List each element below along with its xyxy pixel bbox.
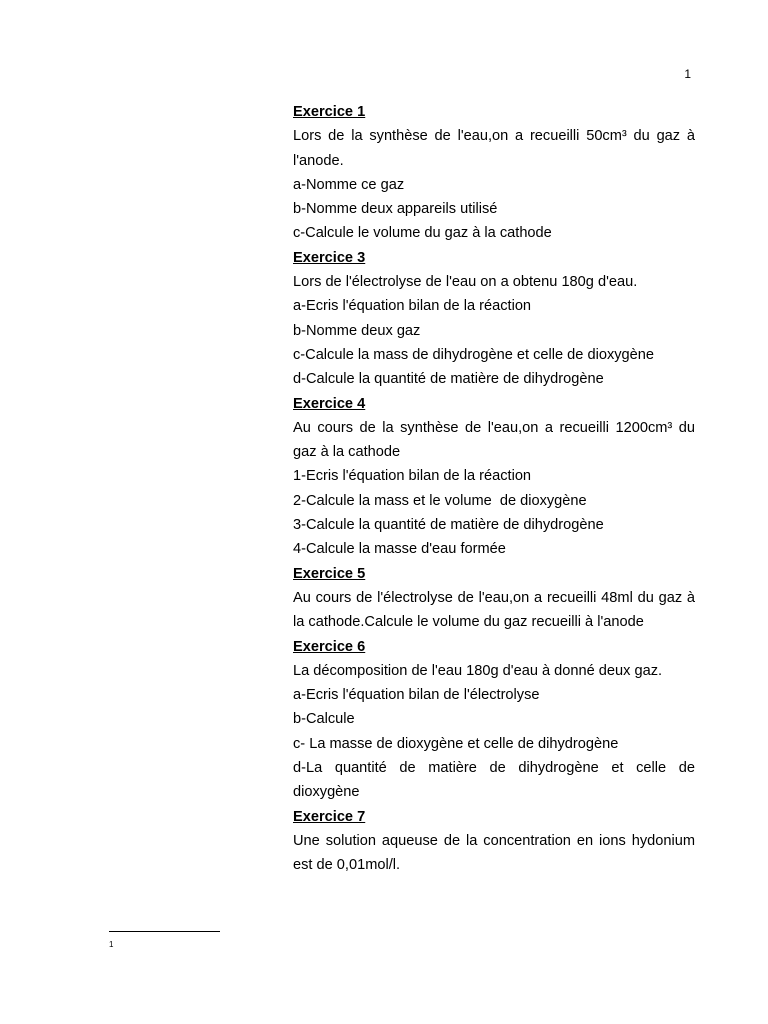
exercise-title: Exercice 5 xyxy=(293,565,366,582)
exercise-intro: Au cours de la synthèse de l'eau,on a recueilli 1200cm³ du gaz à la cathode xyxy=(293,419,695,461)
exercise-item: 3-Calcule la quantité de matière de dihydrogène xyxy=(293,517,604,534)
exercise-item: 2-Calcule la mass et le volume de dioxygène xyxy=(293,492,587,509)
exercise-item: c-Calcule la mass de dihydrogène et celle de dioxygène xyxy=(293,346,655,363)
exercise-item: 4-Calcule la masse d'eau formée xyxy=(293,541,506,558)
footnote-separator xyxy=(109,931,220,932)
exercise-intro: Lors de la synthèse de l'eau,on a recueilli 50cm³ du gaz à l'anode. xyxy=(293,128,695,169)
exercise-6 xyxy=(293,635,695,805)
exercise-intro: Lors de l'électrolyse de l'eau on a obtenu 180g d'eau. xyxy=(293,274,638,291)
exercise-title: Exercice 4 xyxy=(293,395,366,412)
exercise-5 xyxy=(293,562,695,635)
exercise-3 xyxy=(293,246,695,392)
exercise-title: Exercice 1 xyxy=(293,104,366,120)
document-body xyxy=(293,100,695,878)
exercise-item: b-Nomme deux gaz xyxy=(293,322,421,339)
exercise-item: c- La masse de dioxygène et celle de dihydrogène xyxy=(293,735,619,752)
exercise-item: a-Ecris l'équation bilan de l'électrolyse xyxy=(293,687,540,704)
exercise-item: a-Ecris l'équation bilan de la réaction xyxy=(293,298,532,315)
exercise-4 xyxy=(293,392,695,562)
exercise-item: d-La quantité de matière de dihydrogène et celle de dioxygène xyxy=(293,760,695,801)
exercise-7 xyxy=(293,805,695,878)
exercise-intro: Au cours de l'électrolyse de l'eau,on a recueilli 48ml du gaz à la cathode.Calcule le volume du gaz recueilli à l'anode xyxy=(293,589,695,631)
exercise-title: Exercice 3 xyxy=(293,249,366,266)
exercise-title: Exercice 6 xyxy=(293,638,366,655)
exercise-item: a-Nomme ce gaz xyxy=(293,176,405,193)
exercise-intro: Une solution aqueuse de la concentration en ions hydonium est de 0,01mol/l. xyxy=(293,832,695,874)
exercise-item: b-Calcule xyxy=(293,711,355,728)
exercise-intro: La décomposition de l'eau 180g d'eau à donné deux gaz. xyxy=(293,662,663,679)
exercise-title: Exercice 7 xyxy=(293,808,366,825)
exercise-1 xyxy=(293,100,695,246)
exercise-item: c-Calcule le volume du gaz à la cathode xyxy=(293,225,552,242)
exercise-item: b-Nomme deux appareils utilisé xyxy=(293,201,498,218)
exercise-item: 1-Ecris l'équation bilan de la réaction xyxy=(293,468,532,485)
exercise-item: d-Calcule la quantité de matière de dihydrogène xyxy=(293,371,604,388)
footnote-number: 1 xyxy=(109,940,114,949)
page-number: 1 xyxy=(684,67,691,81)
